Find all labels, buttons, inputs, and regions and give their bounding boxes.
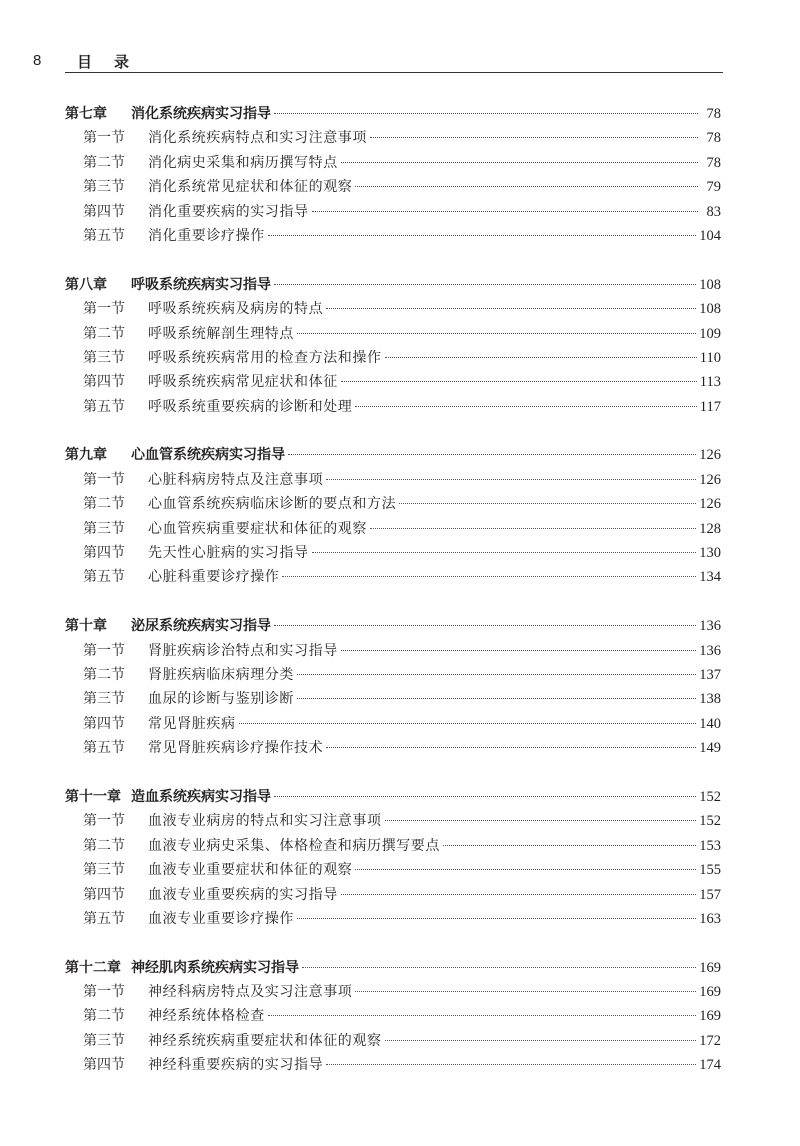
- toc-section-entry-title: 神经系统体格检查: [148, 1008, 265, 1025]
- dot-leader: [288, 454, 696, 455]
- toc-section-entry-title: 心血管疾病重要症状和体征的观察: [148, 520, 367, 537]
- toc-section-entry[interactable]: [65, 151, 721, 175]
- toc-section-entry-page: 174: [699, 1057, 721, 1074]
- dot-leader: [312, 552, 697, 553]
- toc-section-entry-label: 第二节: [83, 325, 125, 342]
- toc-section-entry[interactable]: [65, 175, 721, 199]
- toc-section-entry[interactable]: [65, 663, 721, 687]
- toc-chapter-entry-page: 126: [699, 447, 721, 464]
- toc-section-entry-label: 第五节: [83, 227, 125, 244]
- toc-section-entry[interactable]: [65, 492, 721, 516]
- dot-leader: [326, 479, 696, 480]
- toc-section-entry-page: 110: [699, 349, 721, 366]
- toc-section-entry-title: 消化系统疾病特点和实习注意事项: [148, 130, 367, 147]
- toc-section-entry-title: 神经科病房特点及实习注意事项: [148, 984, 353, 1001]
- toc-section-entry[interactable]: [65, 200, 721, 224]
- running-header-title: 目录: [77, 53, 152, 71]
- toc-section-entry-page: 138: [699, 691, 721, 708]
- dot-leader: [370, 137, 698, 138]
- toc-section-entry[interactable]: [65, 809, 721, 833]
- toc-chapter-entry-title: 泌尿系统疾病实习指导: [131, 618, 271, 635]
- toc-section-entry[interactable]: [65, 736, 721, 760]
- toc-chapter-entry[interactable]: [65, 785, 721, 809]
- toc-section-entry-label: 第二节: [83, 837, 125, 854]
- toc-section-entry-page: 126: [699, 496, 721, 513]
- dot-leader: [326, 747, 696, 748]
- toc-section-entry[interactable]: [65, 712, 721, 736]
- toc-chapter-entry-title: 消化系统疾病实习指导: [131, 106, 271, 122]
- dot-leader: [341, 650, 696, 651]
- toc-section-entry-label: 第三节: [83, 179, 125, 196]
- toc-chapter-entry-page: 136: [699, 618, 721, 635]
- toc-section-entry[interactable]: [65, 297, 721, 321]
- toc-section-entry-page: 109: [699, 325, 721, 342]
- toc-chapter-entry-page: 169: [699, 959, 721, 976]
- chapter-block: [65, 443, 721, 589]
- dot-leader: [297, 698, 696, 699]
- toc-chapter-entry-label: 第十一章: [65, 788, 121, 805]
- dot-leader: [355, 406, 696, 407]
- toc-chapter-entry[interactable]: [65, 956, 721, 980]
- toc-section-entry-title: 心血管系统疾病临床诊断的要点和方法: [148, 496, 397, 513]
- toc-section-entry-label: 第四节: [83, 545, 125, 562]
- toc-section-entry-title: 消化重要疾病的实习指导: [148, 203, 309, 220]
- toc-section-entry-title: 常见肾脏疾病: [148, 715, 236, 732]
- dot-leader: [355, 991, 696, 992]
- toc-section-entry[interactable]: [65, 639, 721, 663]
- toc-section-entry-page: 108: [699, 301, 721, 318]
- toc-section-entry-title: 消化病史采集和病历撰写特点: [148, 154, 338, 171]
- dot-leader: [399, 503, 696, 504]
- toc-section-entry-label: 第五节: [83, 398, 125, 415]
- page-number: 8: [33, 52, 42, 69]
- toc-section-entry-title: 消化重要诊疗操作: [148, 227, 265, 244]
- dot-leader: [341, 381, 697, 382]
- toc-section-entry[interactable]: [65, 834, 721, 858]
- toc-section-entry-page: 117: [699, 398, 721, 415]
- toc-section-entry[interactable]: [65, 395, 721, 419]
- toc-section-entry-label: 第四节: [83, 203, 125, 220]
- toc-section-entry-label: 第一节: [83, 984, 125, 1001]
- toc-section-entry-page: 113: [699, 374, 721, 391]
- toc-section-entry-title: 血液专业重要症状和体征的观察: [148, 862, 353, 879]
- toc-section-entry-title: 血液专业重要诊疗操作: [148, 910, 294, 927]
- table-of-contents: [65, 102, 721, 1102]
- toc-section-entry-label: 第二节: [83, 666, 125, 683]
- dot-leader: [302, 967, 696, 968]
- toc-section-entry-title: 先天性心脏病的实习指导: [148, 545, 309, 562]
- toc-section-entry-page: 136: [699, 642, 721, 659]
- dot-leader: [239, 723, 697, 724]
- toc-section-entry-page: 78: [706, 154, 721, 171]
- toc-section-entry-page: 169: [699, 1008, 721, 1025]
- toc-section-entry-title: 消化系统常见症状和体征的观察: [148, 179, 353, 196]
- toc-section-entry[interactable]: [65, 687, 721, 711]
- dot-leader: [297, 333, 696, 334]
- dot-leader: [312, 211, 698, 212]
- toc-section-entry-title: 血尿的诊断与鉴别诊断: [148, 691, 294, 708]
- toc-section-entry-page: 140: [699, 715, 721, 732]
- toc-section-entry-title: 肾脏疾病诊治特点和实习指导: [148, 642, 338, 659]
- dot-leader: [268, 1015, 696, 1016]
- toc-chapter-entry[interactable]: [65, 273, 721, 297]
- chapter-block: [65, 785, 721, 931]
- toc-section-entry-label: 第四节: [83, 374, 125, 391]
- chapter-block: [65, 273, 721, 419]
- toc-chapter-entry-title: 神经肌肉系统疾病实习指导: [131, 959, 299, 976]
- toc-section-entry-title: 神经系统疾病重要症状和体征的观察: [148, 1032, 382, 1049]
- toc-section-entry-page: 130: [699, 545, 721, 562]
- toc-chapter-entry-title: 造血系统疾病实习指导: [131, 788, 271, 805]
- toc-section-entry-page: 155: [699, 862, 721, 879]
- toc-section-entry-label: 第四节: [83, 715, 125, 732]
- dot-leader: [385, 820, 697, 821]
- toc-section-entry[interactable]: [65, 883, 721, 907]
- toc-section-entry-label: 第一节: [83, 471, 125, 488]
- toc-section-entry-label: 第四节: [83, 886, 125, 903]
- toc-section-entry-label: 第五节: [83, 910, 125, 927]
- toc-chapter-entry-label: 第十章: [65, 618, 107, 635]
- toc-section-entry-page: 163: [699, 910, 721, 927]
- toc-section-entry-page: 152: [699, 813, 721, 830]
- toc-chapter-entry[interactable]: [65, 443, 721, 467]
- chapter-block: [65, 614, 721, 760]
- toc-section-entry-title: 心脏科重要诊疗操作: [148, 569, 280, 586]
- toc-chapter-entry-page: 108: [699, 276, 721, 293]
- toc-section-entry[interactable]: [65, 541, 721, 565]
- toc-section-entry-page: 104: [699, 227, 721, 244]
- dot-leader: [341, 894, 696, 895]
- toc-section-entry[interactable]: [65, 565, 721, 589]
- toc-section-entry[interactable]: [65, 370, 721, 394]
- toc-section-entry[interactable]: [65, 346, 721, 370]
- dot-leader: [274, 284, 696, 285]
- toc-chapter-entry-label: 第九章: [65, 447, 107, 464]
- dot-leader: [274, 113, 698, 114]
- toc-section-entry-title: 呼吸系统疾病常见症状和体征: [148, 374, 338, 391]
- dot-leader: [341, 162, 698, 163]
- toc-section-entry-title: 呼吸系统疾病常用的检查方法和操作: [148, 349, 382, 366]
- dot-leader: [355, 869, 696, 870]
- chapter-block: [65, 956, 721, 1078]
- dot-leader: [326, 1064, 696, 1065]
- toc-section-entry-label: 第二节: [83, 496, 125, 513]
- dot-leader: [385, 357, 697, 358]
- toc-chapter-entry-page: 152: [699, 788, 721, 805]
- toc-section-entry[interactable]: [65, 224, 721, 248]
- dot-leader: [297, 918, 696, 919]
- header-rule: [65, 72, 723, 73]
- toc-section-entry-title: 呼吸系统重要疾病的诊断和处理: [148, 398, 353, 415]
- toc-section-entry[interactable]: [65, 517, 721, 541]
- toc-section-entry-label: 第四节: [83, 1057, 125, 1074]
- toc-chapter-entry-title: 呼吸系统疾病实习指导: [131, 276, 271, 293]
- toc-section-entry[interactable]: [65, 1004, 721, 1028]
- toc-section-entry-label: 第一节: [83, 813, 125, 830]
- dot-leader: [274, 625, 696, 626]
- toc-section-entry-page: 83: [706, 203, 721, 220]
- toc-section-entry[interactable]: [65, 126, 721, 150]
- toc-section-entry[interactable]: [65, 1029, 721, 1053]
- toc-section-entry-label: 第一节: [83, 642, 125, 659]
- toc-section-entry-title: 呼吸系统疾病及病房的特点: [148, 301, 324, 318]
- toc-section-entry-label: 第二节: [83, 1008, 125, 1025]
- toc-section-entry-title: 呼吸系统解剖生理特点: [148, 325, 294, 342]
- dot-leader: [326, 308, 696, 309]
- toc-section-entry-page: 157: [699, 886, 721, 903]
- toc-section-entry-label: 第一节: [83, 130, 125, 147]
- toc-section-entry[interactable]: [65, 322, 721, 346]
- toc-section-entry-page: 137: [699, 666, 721, 683]
- toc-chapter-entry-title: 心血管系统疾病实习指导: [131, 447, 285, 464]
- toc-chapter-entry[interactable]: [65, 614, 721, 638]
- toc-chapter-entry-page: 78: [706, 106, 721, 122]
- toc-section-entry-label: 第三节: [83, 1032, 125, 1049]
- toc-section-entry-page: 149: [699, 740, 721, 757]
- toc-section-entry-title: 血液专业病史采集、体格检查和病历撰写要点: [148, 837, 440, 854]
- toc-section-entry-page: 172: [699, 1032, 721, 1049]
- toc-section-entry-label: 第三节: [83, 349, 125, 366]
- toc-section-entry-title: 血液专业重要疾病的实习指导: [148, 886, 338, 903]
- dot-leader: [297, 674, 696, 675]
- dot-leader: [274, 796, 696, 797]
- chapter-block: [65, 102, 721, 248]
- toc-chapter-entry-label: 第十二章: [65, 959, 121, 976]
- toc-section-entry-title: 常见肾脏疾病诊疗操作技术: [148, 740, 324, 757]
- dot-leader: [355, 186, 698, 187]
- toc-section-entry-label: 第三节: [83, 691, 125, 708]
- toc-chapter-entry-label: 第八章: [65, 276, 107, 293]
- toc-section-entry[interactable]: [65, 907, 721, 931]
- toc-section-entry-page: 126: [699, 471, 721, 488]
- toc-section-entry[interactable]: [65, 980, 721, 1004]
- toc-section-entry-label: 第三节: [83, 520, 125, 537]
- dot-leader: [282, 576, 696, 577]
- dot-leader: [268, 235, 696, 236]
- toc-section-entry-page: 78: [706, 130, 721, 147]
- toc-section-entry-page: 79: [706, 179, 721, 196]
- toc-section-entry-label: 第二节: [83, 154, 125, 171]
- toc-section-entry-page: 134: [699, 569, 721, 586]
- toc-section-entry[interactable]: [65, 858, 721, 882]
- toc-section-entry-page: 169: [699, 984, 721, 1001]
- toc-chapter-entry[interactable]: [65, 102, 721, 126]
- toc-section-entry-label: 第五节: [83, 740, 125, 757]
- toc-section-entry-title: 神经科重要疾病的实习指导: [148, 1057, 324, 1074]
- toc-section-entry[interactable]: [65, 1053, 721, 1077]
- toc-chapter-entry-label: 第七章: [65, 106, 107, 122]
- toc-section-entry-label: 第五节: [83, 569, 125, 586]
- toc-section-entry-label: 第三节: [83, 862, 125, 879]
- toc-section-entry[interactable]: [65, 468, 721, 492]
- dot-leader: [443, 845, 696, 846]
- toc-section-entry-title: 心脏科病房特点及注意事项: [148, 471, 324, 488]
- dot-leader: [385, 1040, 697, 1041]
- toc-section-entry-page: 153: [699, 837, 721, 854]
- toc-section-entry-page: 128: [699, 520, 721, 537]
- toc-section-entry-label: 第一节: [83, 301, 125, 318]
- toc-section-entry-title: 血液专业病房的特点和实习注意事项: [148, 813, 382, 830]
- dot-leader: [370, 528, 696, 529]
- toc-section-entry-title: 肾脏疾病临床病理分类: [148, 666, 294, 683]
